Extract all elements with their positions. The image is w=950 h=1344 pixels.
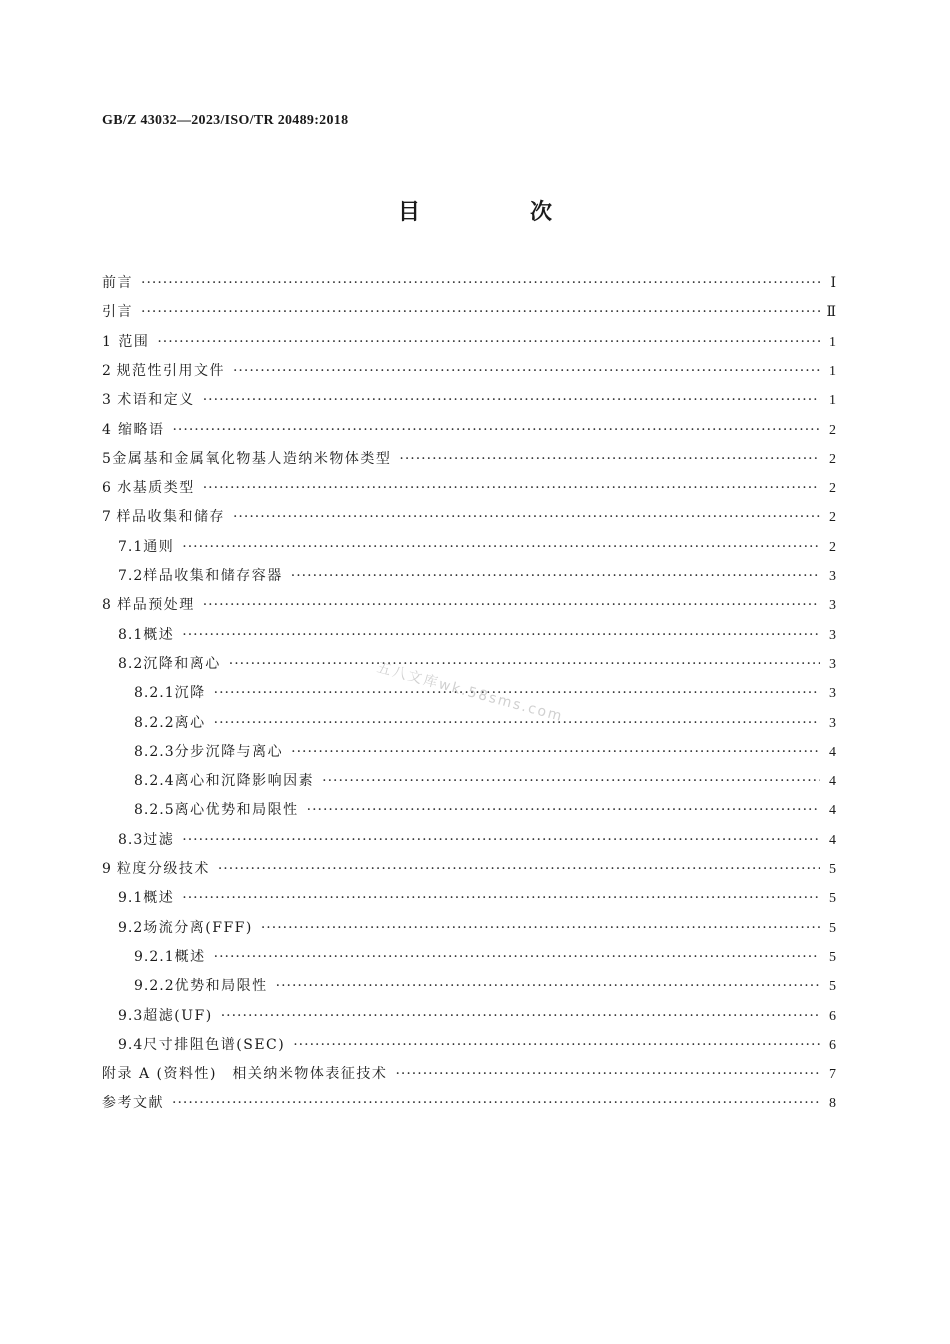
- toc-leader-dots: [291, 563, 820, 589]
- toc-entry-label: 范围: [118, 333, 150, 350]
- toc-entry-label: 概述: [174, 948, 206, 965]
- toc-entry-number: 8: [102, 597, 112, 614]
- toc-entry-number: 8.2: [118, 655, 144, 672]
- toc-leader-dots: [221, 1003, 820, 1029]
- toc-entry-page: Ⅱ: [826, 305, 836, 321]
- toc-entry-label: 超滤(UF): [143, 1007, 213, 1024]
- watermark: 五八文库wk.58sms.com: [375, 659, 566, 726]
- toc-entry-page: 4: [829, 744, 836, 760]
- toc-leader-dots: [293, 1032, 820, 1058]
- toc-entry-number: 8.2.1: [134, 685, 175, 702]
- toc-entry[interactable]: [102, 1061, 836, 1087]
- toc-entry[interactable]: [134, 739, 836, 765]
- toc-entry-label: 样品收集和储存: [116, 509, 225, 526]
- toc-entry-label: 附录 A (资料性) 相关纳米物体表征技术: [102, 1066, 388, 1083]
- toc-leader-dots: [233, 358, 820, 384]
- toc-entry-number: 8.2.3: [134, 743, 175, 760]
- toc-entry[interactable]: [118, 1032, 836, 1058]
- toc-entry[interactable]: [134, 797, 836, 823]
- toc-entry-number: 4: [102, 421, 112, 438]
- toc-leader-dots: [307, 797, 820, 823]
- toc-entry-page: 3: [829, 715, 836, 731]
- toc-entry[interactable]: [118, 827, 836, 853]
- toc-leader-dots: [276, 973, 820, 999]
- toc-entry-label: 金属基和金属氧化物基人造纳米物体类型: [112, 450, 392, 467]
- toc-entry-number: 8.3: [118, 831, 144, 848]
- toc-entry[interactable]: [118, 622, 836, 648]
- toc-entry-label: 引言: [102, 304, 133, 321]
- toc-entry[interactable]: [134, 973, 836, 999]
- toc-entry-label: 概述: [143, 626, 175, 643]
- toc-entry-page: 6: [829, 1008, 836, 1024]
- toc-entry-number: 9.2: [118, 919, 144, 936]
- toc-entry[interactable]: [118, 885, 836, 911]
- toc-entry[interactable]: [118, 1003, 836, 1029]
- toc-entry-number: 2: [102, 362, 112, 379]
- toc-leader-dots: [203, 592, 820, 618]
- toc-entry-page: 8: [829, 1096, 836, 1112]
- toc-leader-dots: [172, 417, 820, 443]
- toc-leader-dots: [399, 446, 820, 472]
- toc-entry[interactable]: [134, 944, 836, 970]
- document-code: GB/Z 43032—2023/ISO/TR 20489:2018: [102, 113, 349, 128]
- toc-entry[interactable]: [102, 329, 836, 355]
- toc-entry-number: 8.2.5: [134, 802, 175, 819]
- toc-entry-page: 3: [829, 656, 836, 672]
- toc-entry-page: 1: [829, 363, 836, 379]
- toc-entry-page: 3: [829, 627, 836, 643]
- toc-leader-dots: [291, 739, 820, 765]
- toc-entry-page: 4: [829, 803, 836, 819]
- toc-entry-label: 样品收集和储存容器: [143, 568, 283, 584]
- toc-leader-dots: [322, 768, 820, 794]
- toc-entry-number: 1: [102, 333, 112, 350]
- toc-entry-page: 5: [829, 979, 836, 995]
- toc-entry-number: 7.1: [118, 538, 144, 555]
- toc-entry-label: 参考文献: [102, 1095, 164, 1112]
- toc-leader-dots: [203, 387, 820, 413]
- toc-title: 目 次: [397, 199, 596, 225]
- toc-entry-number: 9.4: [118, 1036, 144, 1053]
- toc-leader-dots: [141, 299, 820, 325]
- toc-entry-page: 5: [829, 949, 836, 965]
- toc-entry[interactable]: [102, 299, 836, 325]
- toc-entry-number: 7: [102, 509, 112, 526]
- toc-entry-page: 5: [829, 920, 836, 936]
- toc-entry-label: 沉降: [174, 685, 206, 702]
- toc-entry-number: 9.3: [118, 1007, 144, 1024]
- toc-entry-page: 2: [829, 481, 836, 497]
- toc-entry-page: 4: [829, 774, 836, 790]
- toc-entry[interactable]: [118, 563, 836, 589]
- toc-entry-label: 离心: [174, 714, 206, 731]
- toc-entry-page: 3: [829, 569, 836, 584]
- toc-entry[interactable]: [102, 358, 836, 384]
- toc-entry-label: 水基质类型: [117, 480, 195, 497]
- toc-leader-dots: [182, 885, 820, 911]
- toc-entry-page: 2: [829, 422, 836, 438]
- toc-entry-page: 3: [829, 686, 836, 702]
- toc-entry[interactable]: [102, 387, 836, 413]
- toc-entry-number: 9.2.1: [134, 948, 175, 965]
- toc-entry-page: 2: [829, 539, 836, 555]
- toc-entry[interactable]: [118, 915, 836, 941]
- toc-entry-label: 过滤: [143, 831, 175, 848]
- toc-entry-page: 1: [829, 393, 836, 409]
- toc-entry-page: 6: [829, 1037, 836, 1053]
- toc-entry-page: 7: [829, 1067, 836, 1083]
- toc-entry-label: 优势和局限性: [174, 978, 268, 995]
- toc-entry[interactable]: [118, 534, 836, 560]
- toc-leader-dots: [182, 622, 820, 648]
- toc-entry-page: 2: [829, 510, 836, 526]
- toc-entry-page: 2: [829, 451, 836, 467]
- toc-entry-label: 概述: [143, 890, 175, 907]
- toc-entry[interactable]: [102, 475, 836, 501]
- toc-entry-label: 粒度分级技术: [116, 861, 210, 877]
- toc-entry-number: 7.2: [118, 568, 144, 584]
- toc-entry-number: 3: [102, 392, 112, 409]
- toc-entry-label: 通则: [143, 538, 175, 555]
- toc-entry-number: 8.1: [118, 626, 144, 643]
- toc-leader-dots: [182, 534, 820, 560]
- toc-entry[interactable]: [118, 651, 836, 677]
- toc-leader-dots: [214, 944, 820, 970]
- toc-leader-dots: [229, 651, 820, 677]
- toc-entry-number: 9.1: [118, 890, 144, 907]
- toc-entry-label: 离心和沉降影响因素: [174, 773, 315, 790]
- toc-entry-page: 4: [829, 832, 836, 848]
- toc-entry-page: 5: [829, 891, 836, 907]
- toc-entry[interactable]: [102, 592, 836, 618]
- toc-leader-dots: [157, 329, 820, 355]
- toc-entry[interactable]: [102, 270, 836, 296]
- toc-entry-label: 缩略语: [117, 421, 165, 438]
- toc-entry-number: 5: [102, 450, 112, 467]
- toc-entry-page: 1: [829, 334, 836, 350]
- toc-entry-label: 场流分离(FFF): [143, 919, 253, 936]
- toc-entry-number: 9: [102, 861, 112, 877]
- toc-entry-page: 5: [829, 862, 836, 877]
- toc-entry-label: 规范性引用文件: [116, 362, 225, 379]
- toc-entry-number: 9.2.2: [134, 978, 175, 995]
- toc-entry[interactable]: [102, 504, 836, 530]
- toc-entry[interactable]: [102, 856, 836, 882]
- toc-entry-number: 6: [102, 480, 112, 497]
- toc-leader-dots: [233, 504, 820, 530]
- toc-entry[interactable]: [134, 710, 836, 736]
- toc-entry-label: 术语和定义: [117, 392, 195, 409]
- toc-entry-label: 样品预处理: [117, 597, 195, 614]
- toc-leader-dots: [141, 270, 820, 296]
- toc-entry-label: 沉降和离心: [143, 655, 221, 672]
- toc-leader-dots: [395, 1061, 820, 1087]
- toc-leader-dots: [203, 475, 820, 501]
- toc-entry-number: 8.2.2: [134, 714, 175, 731]
- toc-entry-page: 3: [829, 598, 836, 614]
- toc-entry-label: 尺寸排阻色谱(SEC): [143, 1036, 286, 1053]
- toc-leader-dots: [218, 856, 820, 882]
- toc-entry-page: Ⅰ: [830, 276, 836, 291]
- toc-entry[interactable]: [102, 417, 836, 443]
- toc-entry-number: 8.2.4: [134, 773, 175, 790]
- toc-entry[interactable]: [102, 1090, 836, 1116]
- toc-entry-label: 前言: [102, 275, 133, 291]
- toc-entry[interactable]: [102, 446, 836, 472]
- toc-leader-dots: [172, 1090, 820, 1116]
- toc-entry-label: 离心优势和局限性: [174, 802, 299, 819]
- toc-entry[interactable]: [134, 768, 836, 794]
- toc-leader-dots: [182, 827, 820, 853]
- toc-entry-label: 分步沉降与离心: [174, 743, 284, 760]
- toc-leader-dots: [261, 915, 820, 941]
